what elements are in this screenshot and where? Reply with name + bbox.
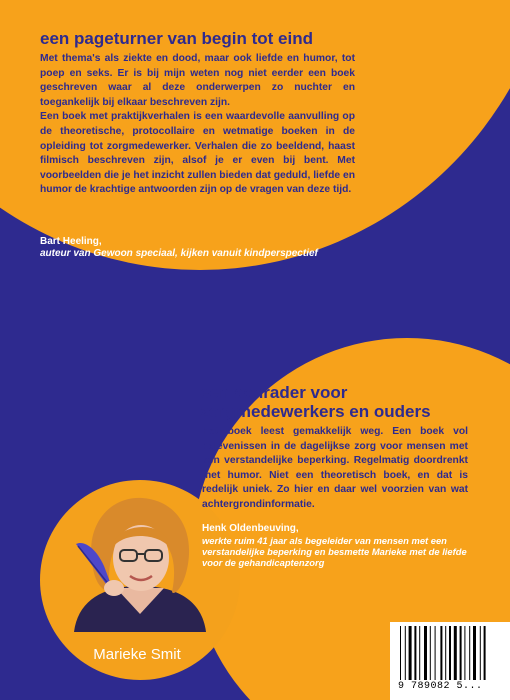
review2-author: Henk Oldenbeuving, xyxy=(202,523,299,534)
review1-heading: een pageturner van begin tot eind xyxy=(40,29,313,48)
barcode-bar xyxy=(464,626,465,680)
author-portrait-icon xyxy=(56,492,224,632)
barcode-icon xyxy=(398,626,502,680)
review1-author: Bart Heeling, xyxy=(40,236,102,247)
barcode-bar xyxy=(454,626,457,680)
review1-author-role: auteur van Gewoon speciaal, kijken vanuit kindperspectief xyxy=(40,248,318,259)
barcode-bar xyxy=(419,626,420,680)
review2-heading-line1: een aanrader voor xyxy=(200,383,348,402)
review2-body xyxy=(202,425,468,513)
review2-attribution xyxy=(202,523,482,569)
review1-paragraph-2: Een boek met praktijkverhalen is een waardevolle aanvulling op de theoretische, protocollaire en wetmatige boeken in de opleiding tot zorgmedewerker. Verhalen die zo beeldend, haast filmisch beschreven zijn, alsof je er even bij bent. Met voorbeelden die je het inzicht zullen bieden dat geduld, liefde en humor de krachtige antwoorden zijn op de vragen van deze tijd. xyxy=(40,111,355,196)
barcode-bar xyxy=(400,626,401,680)
author-name: Marieke Smit xyxy=(93,646,181,663)
barcode-bar xyxy=(414,626,416,680)
barcode-bar xyxy=(440,626,442,680)
barcode-bar xyxy=(449,626,451,680)
review2-heading xyxy=(200,383,480,421)
barcode-bar xyxy=(445,626,446,680)
barcode-bar xyxy=(460,626,462,680)
review1-body xyxy=(40,52,355,198)
review2-paragraph: Het boek leest gemakkelijk weg. Een boek vol belevenissen in de dagelijkse zorg voor mensen met een verstandelijke beperking. Regelmatig doordrenkt met humor. Niet een theoretisch boek, en dat is redelijk uniek. Zo hier en daar wel voorzien van wat achtergrondinformatie. xyxy=(202,426,468,510)
barcode-bar xyxy=(409,626,412,680)
review1-attribution xyxy=(40,236,350,260)
review2-heading-line2: zorgmedewerkers en ouders xyxy=(200,402,431,421)
barcode-bar xyxy=(424,626,427,680)
review1-paragraph-1: Met thema's als ziekte en dood, maar ook liefde en humor, tot poep en seks. Er is bij mijn weten nog niet eerder een boek geschreven waar al deze onderwerpen zo nuchter en toegankelijk bij elkaar beschreven zijn. xyxy=(40,53,355,108)
barcode-bar xyxy=(484,626,486,680)
barcode-bar xyxy=(469,626,470,680)
barcode-bar xyxy=(480,626,481,680)
isbn-barcode xyxy=(390,622,510,700)
barcode-bar xyxy=(473,626,476,680)
review2-author-role: werkte ruim 41 jaar als begeleider van mensen met een verstandelijke beperking en besmette Marieke met de liefde voor de gehandicaptenzorg xyxy=(202,535,467,569)
barcode-bar xyxy=(405,626,406,680)
barcode-bar xyxy=(435,626,436,680)
barcode-bar xyxy=(430,626,431,680)
isbn-number: 9 789082 5... xyxy=(398,681,483,692)
